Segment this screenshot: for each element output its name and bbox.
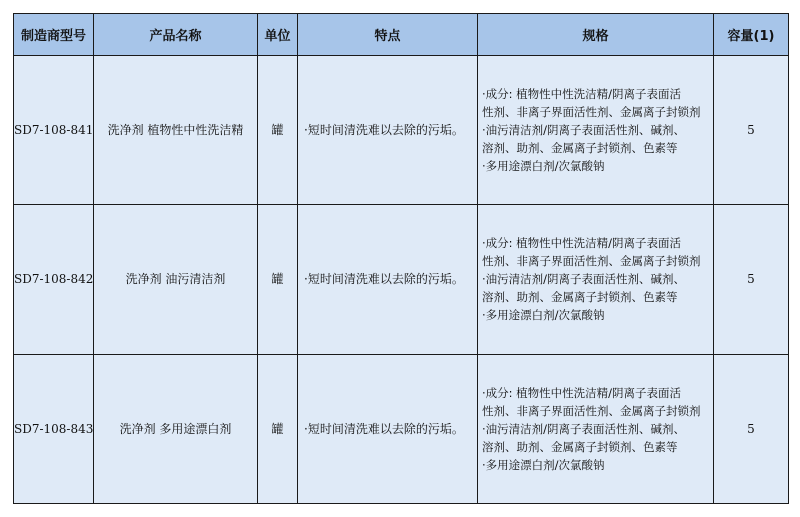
product-name-cell: 洗净剂 多用途漂白剂 [94, 354, 258, 503]
product-name-cell: 洗净剂 植物性中性洗洁精 [94, 56, 258, 205]
product-name-cell: 洗净剂 油污清洁剂 [94, 205, 258, 354]
feature-cell: ·短时间清洗难以去除的污垢。 [298, 205, 478, 354]
feature-cell: ·短时间清洗难以去除的污垢。 [298, 354, 478, 503]
spec-line: 性剂、非离子界面活性剂、金属离子封锁剂 [482, 105, 701, 120]
header-spec: 规格 [478, 14, 714, 56]
table-header-row [14, 14, 789, 56]
spec-line: 溶剂、助剂、金属离子封锁剂、色素等 [482, 290, 678, 305]
header-feature: 特点 [298, 14, 478, 56]
spec-line: ·多用途漂白剂/次氯酸钠 [482, 457, 605, 472]
spec-line: ·成分: 植物性中性洗洁精/阴离子表面活 [482, 385, 682, 400]
spec-line: 性剂、非离子界面活性剂、金属离子封锁剂 [482, 403, 701, 418]
product-spec-sheet [13, 13, 788, 504]
spec-line: 溶剂、助剂、金属离子封锁剂、色素等 [482, 141, 678, 156]
unit-cell: 罐 [258, 205, 298, 354]
unit-cell: 罐 [258, 56, 298, 205]
header-capacity: 容量(1) [714, 14, 789, 56]
model-cell: SD7-108-843 [14, 354, 94, 503]
table-row [14, 205, 789, 354]
spec-cell [478, 56, 714, 205]
spec-line: ·多用途漂白剂/次氯酸钠 [482, 159, 605, 174]
spec-line: ·油污清洁剂/阴离子表面活性剂、碱剂、 [482, 123, 686, 138]
header-unit: 单位 [258, 14, 298, 56]
feature-cell: ·短时间清洗难以去除的污垢。 [298, 56, 478, 205]
capacity-cell: 5 [714, 354, 789, 503]
spec-line: 溶剂、助剂、金属离子封锁剂、色素等 [482, 439, 678, 454]
unit-cell: 罐 [258, 354, 298, 503]
spec-line: ·成分: 植物性中性洗洁精/阴离子表面活 [482, 87, 682, 102]
header-model: 制造商型号 [14, 14, 94, 56]
spec-line: ·油污清洁剂/阴离子表面活性剂、碱剂、 [482, 421, 686, 436]
spec-cell [478, 354, 714, 503]
model-cell: SD7-108-842 [14, 205, 94, 354]
spec-cell [478, 205, 714, 354]
capacity-cell: 5 [714, 56, 789, 205]
spec-line: 性剂、非离子界面活性剂、金属离子封锁剂 [482, 254, 701, 269]
table-row [14, 354, 789, 503]
spec-line: ·成分: 植物性中性洗洁精/阴离子表面活 [482, 236, 682, 251]
product-spec-table [13, 13, 789, 504]
capacity-cell: 5 [714, 205, 789, 354]
spec-line: ·油污清洁剂/阴离子表面活性剂、碱剂、 [482, 272, 686, 287]
table-row [14, 56, 789, 205]
header-product-name: 产品名称 [94, 14, 258, 56]
spec-line: ·多用途漂白剂/次氯酸钠 [482, 308, 605, 323]
model-cell: SD7-108-841 [14, 56, 94, 205]
